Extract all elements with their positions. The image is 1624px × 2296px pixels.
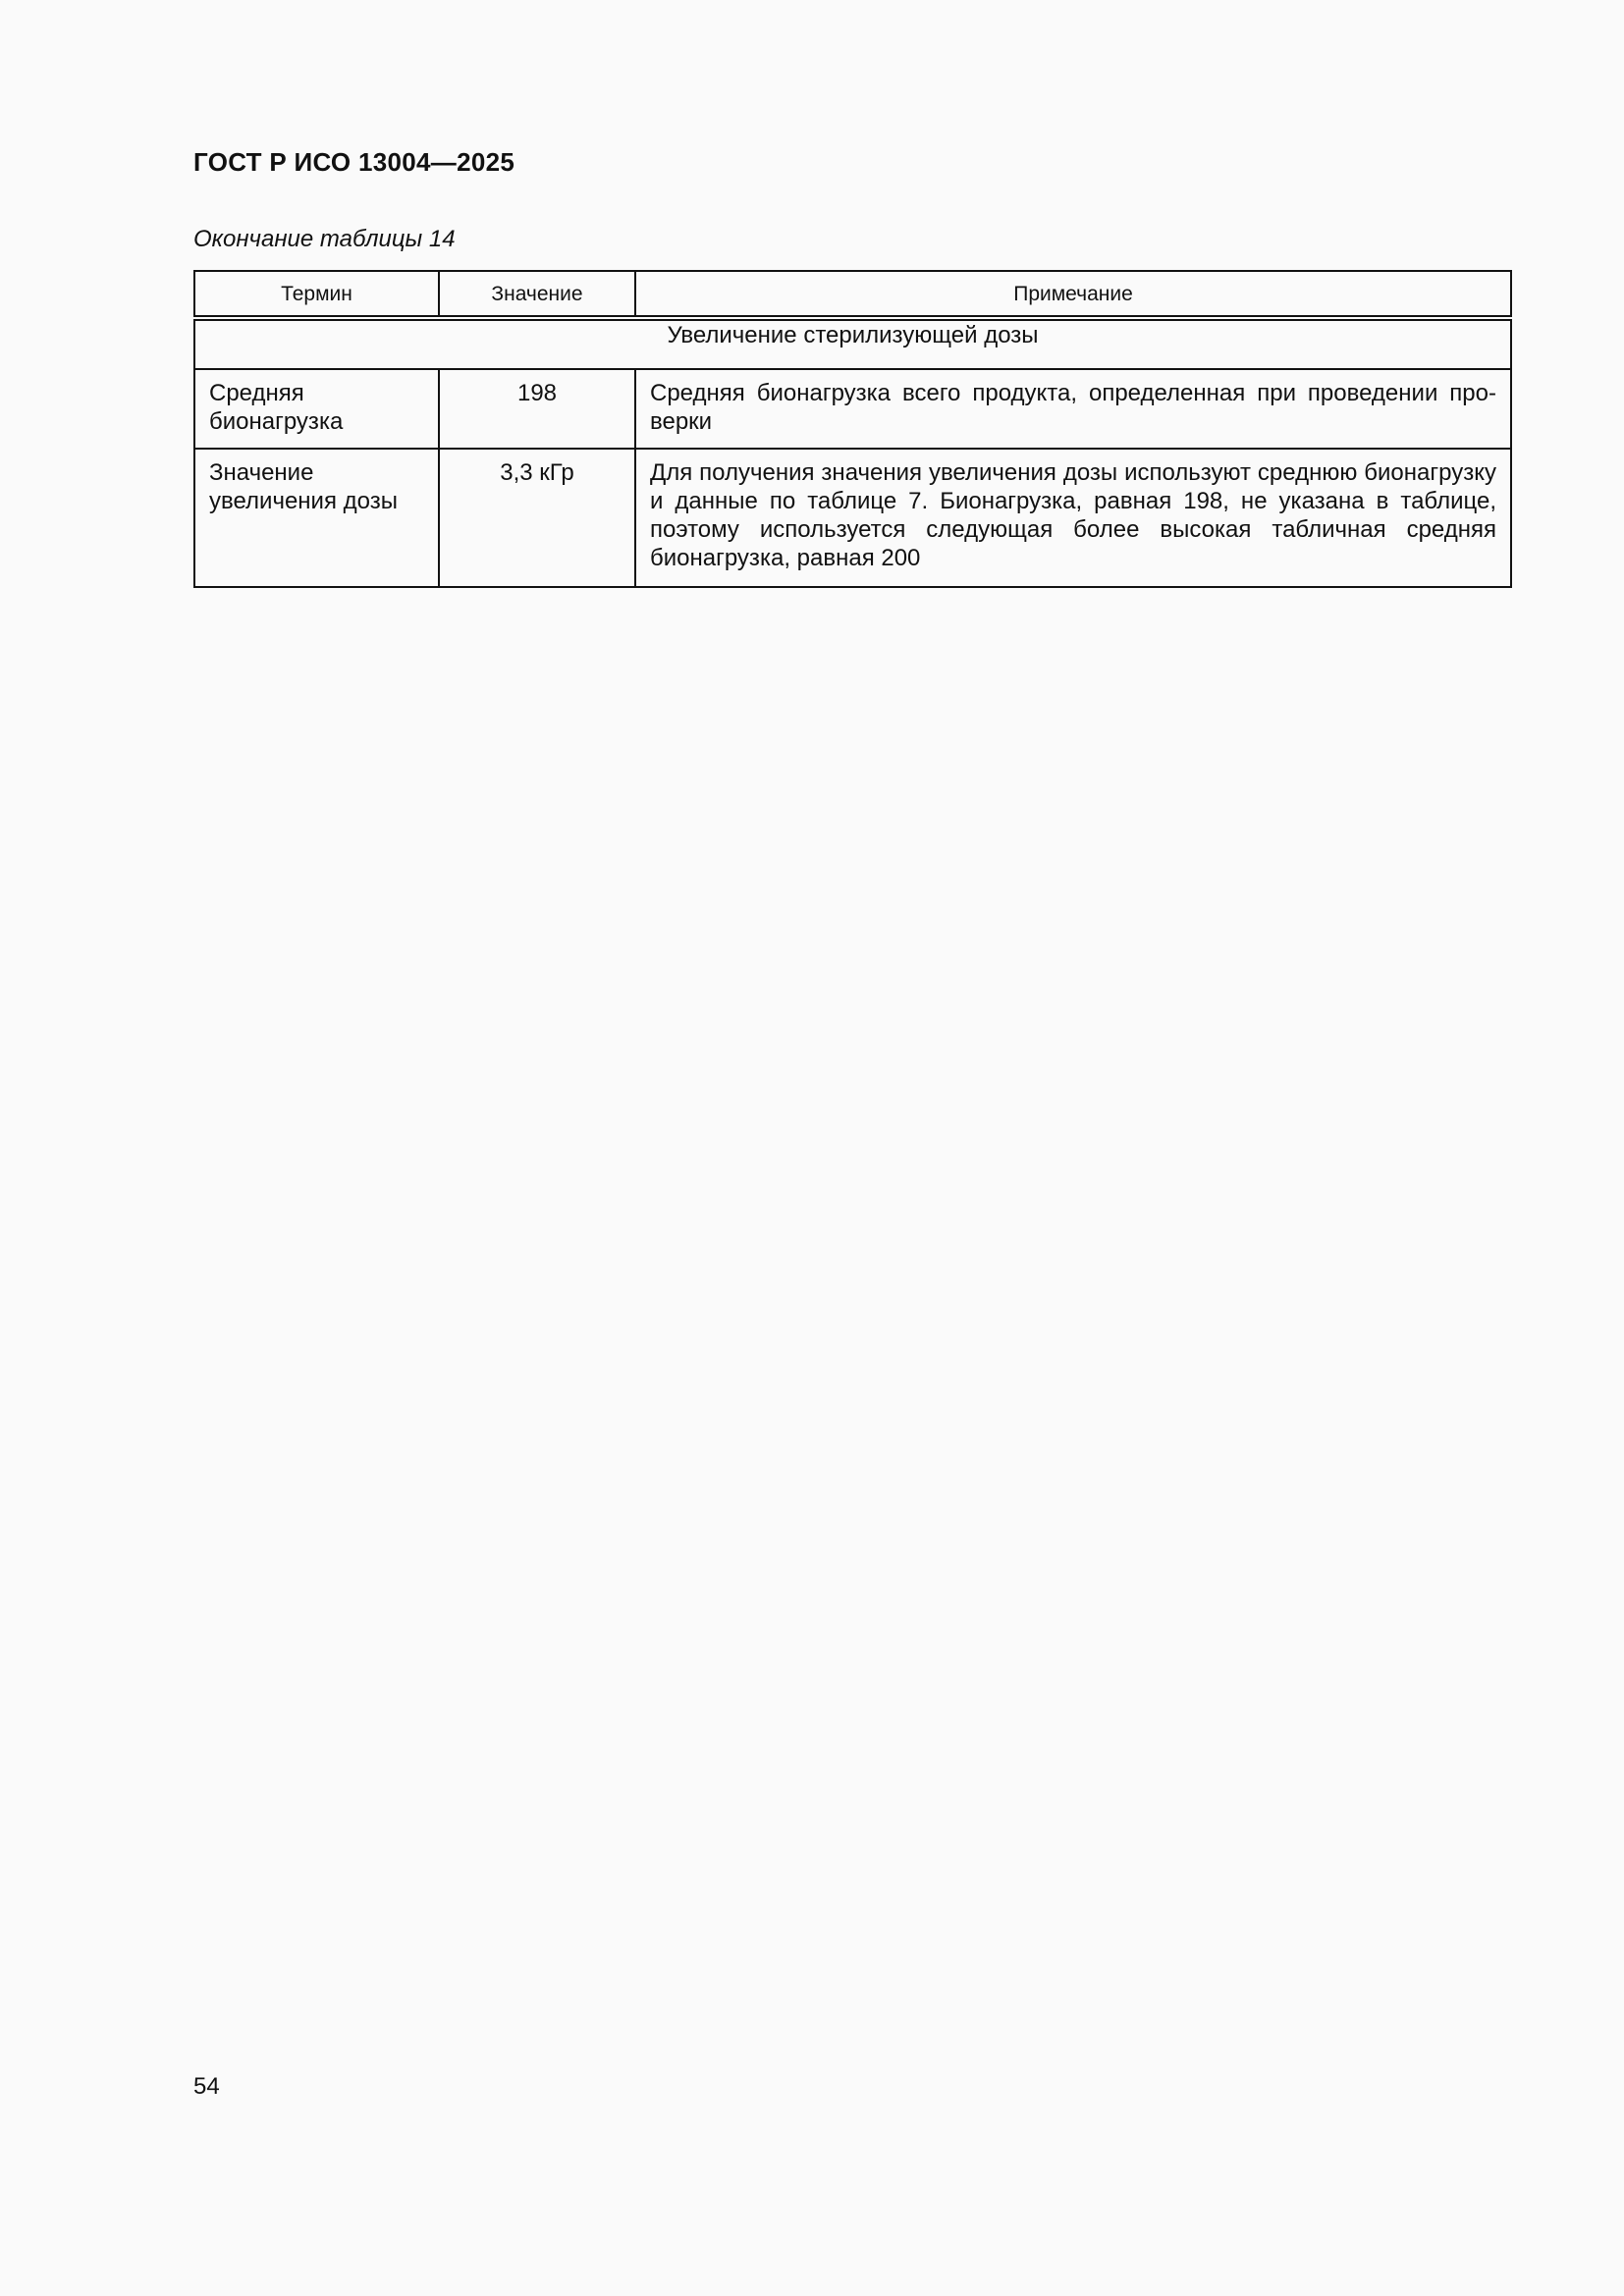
note-cell: Для получения значения увеличения дозы используют среднюю бионагрузку и данные по таблице 7. Бионагрузка, равная 198, не указана в таблице, поэтому используется следующая более высокая табличная средняя бионагрузка, равная 200 xyxy=(635,449,1511,587)
term-cell: Значение увеличения дозы xyxy=(194,449,439,587)
column-header-note: Примечание xyxy=(635,271,1511,318)
terms-table xyxy=(193,270,1512,588)
value-cell: 3,3 кГр xyxy=(439,449,635,587)
table-row xyxy=(194,369,1511,449)
document-header: ГОСТ Р ИСО 13004—2025 xyxy=(193,147,515,177)
note-cell: Средняя бионагрузка всего продукта, определенная при проведении проверки xyxy=(635,369,1511,449)
column-header-value: Значение xyxy=(439,271,635,318)
page-number: 54 xyxy=(193,2073,220,2100)
table-section-row xyxy=(194,318,1511,369)
section-title: Увеличение стерилизующей дозы xyxy=(194,318,1511,369)
term-cell: Средняя бионагрузка xyxy=(194,369,439,449)
column-header-term: Термин xyxy=(194,271,439,318)
value-cell: 198 xyxy=(439,369,635,449)
table-caption: Окончание таблицы 14 xyxy=(193,226,456,252)
table-row xyxy=(194,449,1511,587)
table-header-row xyxy=(194,271,1511,318)
